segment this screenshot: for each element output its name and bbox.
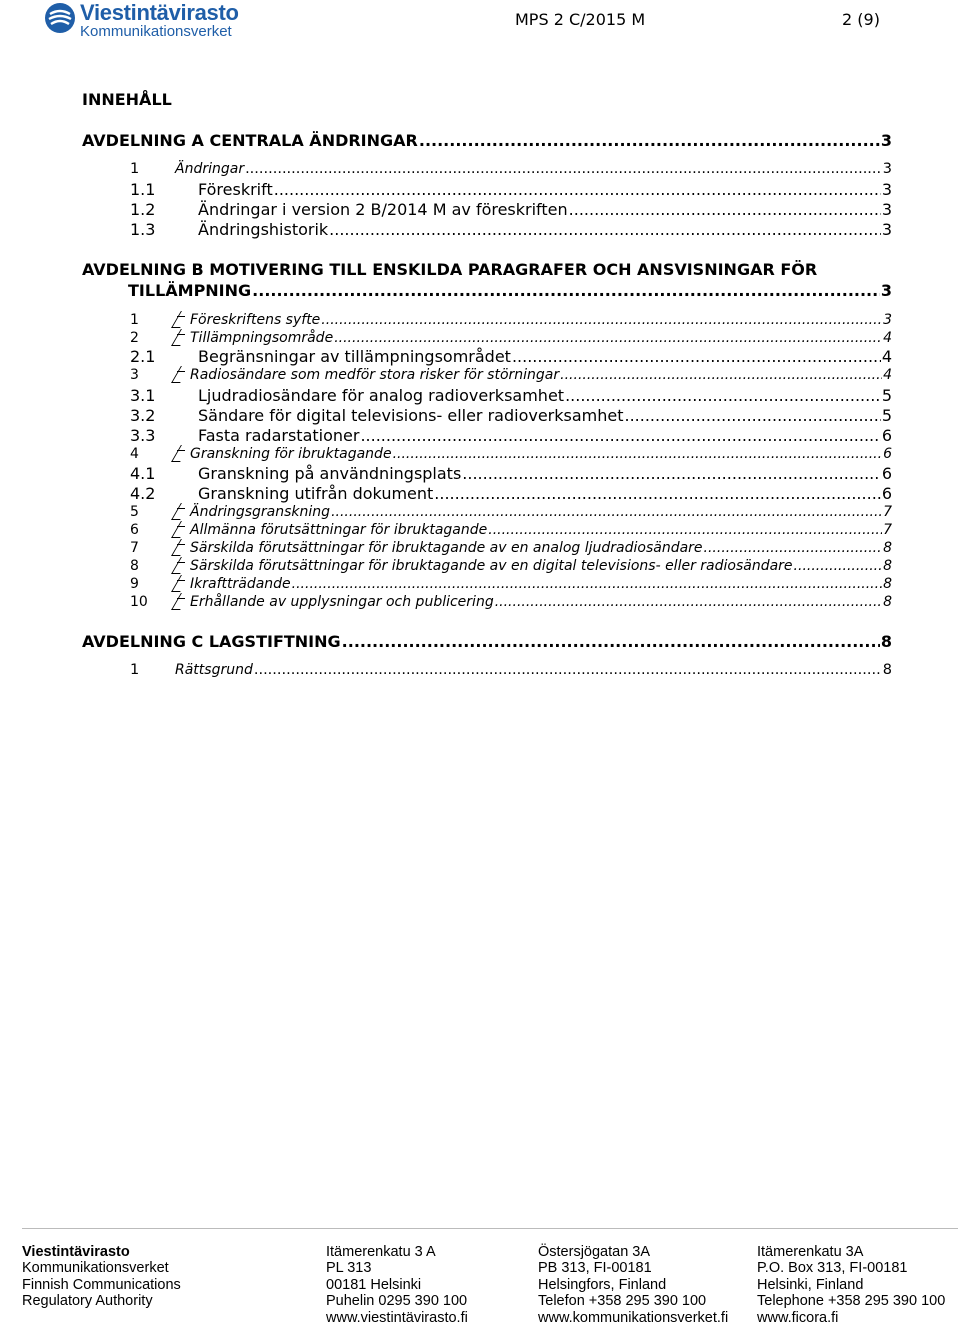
dot-leader <box>334 330 882 346</box>
toc-entry[interactable] <box>130 367 892 383</box>
toc-page: 3 <box>881 200 892 219</box>
toc-page: 3 <box>883 312 892 328</box>
toc-page: 4 <box>883 330 892 346</box>
toc-number: 4.1 <box>130 464 156 483</box>
toc-number: 4 <box>130 446 139 462</box>
footer-link[interactable]: www.viestintävirasto.fi <box>326 1309 468 1326</box>
toc-label: Föreskriftens syfte <box>176 312 320 328</box>
toc-page: 5 <box>881 386 892 405</box>
footer-line: Telephone +358 295 390 100 <box>757 1293 946 1310</box>
toc-number: 3.2 <box>130 406 156 425</box>
toc-entry[interactable] <box>130 220 892 239</box>
toc-entry[interactable] <box>130 594 892 610</box>
toc-page: 8 <box>882 662 892 678</box>
footer-address-fi <box>326 1244 468 1326</box>
toc-page: 6 <box>881 464 892 483</box>
toc-label: Fasta radarstationer <box>198 426 360 445</box>
toc-entry[interactable] <box>130 406 892 425</box>
logo-name-sv: Kommunikationsverket <box>80 23 232 40</box>
toc-number: 3.1 <box>130 386 156 405</box>
toc-label: Särskilda förutsättningar för ibruktagande av en digital televisions- eller radiosändare <box>176 558 793 574</box>
toc-number: 8 <box>130 558 139 574</box>
footer-line: Kommunikationsverket <box>22 1260 169 1277</box>
footer-line: Viestintävirasto <box>22 1244 130 1260</box>
toc-entry[interactable] <box>130 312 892 328</box>
dot-leader <box>292 576 882 592</box>
dot-leader <box>569 200 881 219</box>
footer-line: Itämerenkatu 3A <box>757 1244 864 1260</box>
toc-entry[interactable] <box>130 200 892 219</box>
toc-page: 7 <box>883 522 892 538</box>
toc-number: 5 <box>130 504 139 520</box>
toc-label: Granskning på användningsplats <box>198 464 462 483</box>
toc-label: Begränsningar av tillämpningsområdet <box>198 347 511 366</box>
dot-leader <box>704 540 883 556</box>
toc-entry[interactable] <box>130 464 892 483</box>
toc-number: 3 <box>130 367 139 383</box>
dot-leader <box>625 406 881 425</box>
toc-label: Ändringshistorik <box>198 220 329 239</box>
footer-line: PL 313 <box>326 1260 372 1277</box>
dot-leader <box>274 180 881 199</box>
dot-leader <box>329 220 881 239</box>
toc-label: Ikraftträdande <box>176 576 291 592</box>
toc-entry[interactable] <box>130 180 892 199</box>
toc-number: 1 <box>130 161 140 177</box>
toc-page: 8 <box>880 632 892 651</box>
toc-page: 6 <box>881 426 892 445</box>
toc-number: 1.3 <box>130 220 156 239</box>
footer-line: Östersjögatan 3A <box>538 1244 651 1260</box>
dot-leader <box>331 504 882 520</box>
toc-number: 1 <box>130 662 140 678</box>
toc-page: 6 <box>881 484 892 503</box>
toc-label: Föreskrift <box>198 180 273 199</box>
toc-section-b[interactable] <box>82 260 892 300</box>
dot-leader <box>488 522 882 538</box>
footer-line: Itämerenkatu 3 A <box>326 1244 436 1260</box>
footer-line: Helsingfors, Finland <box>538 1276 667 1293</box>
toc-section-label: AVDELNING A CENTRALA ÄNDRINGAR <box>82 131 418 150</box>
toc-number: 9 <box>130 576 139 592</box>
dot-leader <box>434 484 881 503</box>
toc-number: 1.1 <box>130 180 156 199</box>
dot-leader <box>495 594 882 610</box>
toc-page: 3 <box>880 131 892 150</box>
footer-line: Puhelin 0295 390 100 <box>326 1293 468 1310</box>
toc-number: 7 <box>130 540 139 556</box>
toc-section-a[interactable] <box>82 131 892 150</box>
toc-number: 1.2 <box>130 200 156 219</box>
footer-line: P.O. Box 313, FI-00181 <box>757 1260 908 1277</box>
toc-label: Ljudradiosändare för analog radioverksamhet <box>198 386 565 405</box>
toc-entry[interactable] <box>130 426 892 445</box>
document-id: MPS 2 C/2015 M <box>515 10 646 29</box>
footer-link[interactable]: www.kommunikationsverket.fi <box>538 1309 729 1326</box>
footer-line: PB 313, FI-00181 <box>538 1260 652 1277</box>
toc-page: 4 <box>883 367 892 383</box>
toc-number: 6 <box>130 522 139 538</box>
toc-entry[interactable] <box>130 576 892 592</box>
page-number: 2 (9) <box>842 10 880 29</box>
toc-entry[interactable] <box>130 161 892 177</box>
footer-line: 00181 Helsinki <box>326 1276 422 1293</box>
toc-page: 8 <box>883 576 892 592</box>
footer-agency-names <box>22 1244 181 1310</box>
dot-leader <box>245 161 882 177</box>
toc-entry[interactable] <box>130 330 892 346</box>
toc-entry[interactable] <box>130 522 892 538</box>
toc-number: 1 <box>130 312 139 328</box>
footer-line: Regulatory Authority <box>22 1293 153 1310</box>
dot-leader <box>342 632 880 651</box>
toc-label: Ändringar <box>175 161 245 177</box>
toc-page: 8 <box>883 558 892 574</box>
logo-name-fi: Viestintävirasto <box>80 0 239 25</box>
toc-label: Tillämpningsområde <box>176 330 333 346</box>
toc-label: Rättsgrund <box>175 662 253 678</box>
toc-label: Erhållande av upplysningar och publicering <box>176 594 494 610</box>
dot-leader <box>321 312 882 328</box>
footer-link[interactable]: www.ficora.fi <box>757 1309 839 1326</box>
toc-page: 4 <box>881 347 892 366</box>
toc-section-c[interactable] <box>82 632 892 651</box>
toc-page: 7 <box>883 504 892 520</box>
toc-page: 8 <box>883 540 892 556</box>
dot-leader <box>560 367 882 383</box>
toc-entry[interactable] <box>130 347 892 366</box>
toc-page: 3 <box>881 220 892 239</box>
footer-address-en <box>757 1244 945 1326</box>
footer-line: Telefon +358 295 390 100 <box>538 1293 707 1310</box>
toc-label: Radiosändare som medför stora risker för störningar <box>176 367 559 383</box>
toc-entry[interactable] <box>130 558 892 574</box>
dot-leader <box>393 446 883 462</box>
toc-entry[interactable] <box>130 386 892 405</box>
toc-page: 3 <box>880 281 892 300</box>
toc-page: 3 <box>882 161 892 177</box>
toc-label: Särskilda förutsättningar för ibruktagande av en analog ljudradiosändare <box>176 540 703 556</box>
footer-address-sv <box>538 1244 728 1326</box>
dot-leader <box>512 347 881 366</box>
toc-section-label: AVDELNING C LAGSTIFTNING <box>82 632 341 651</box>
toc-title: INNEHÅLL <box>82 90 172 109</box>
toc-label: Ändringsgranskning <box>176 504 330 520</box>
toc-page: 8 <box>883 594 892 610</box>
toc-entry[interactable] <box>130 662 892 678</box>
toc-label: Ändringar i version 2 B/2014 M av föreskriften <box>198 200 568 219</box>
footer-line: Helsinki, Finland <box>757 1276 864 1293</box>
toc-number: 2 <box>130 330 139 346</box>
toc-label: Granskning utifrån dokument <box>198 484 434 503</box>
toc-page: 3 <box>881 180 892 199</box>
footer-divider <box>22 1228 958 1229</box>
dot-leader <box>254 662 882 678</box>
toc-section-label: AVDELNING B MOTIVERING TILL ENSKILDA PARAGRAFER OCH ANSVISNINGAR FÖR <box>82 260 818 279</box>
dot-leader <box>419 131 880 150</box>
dot-leader <box>360 426 880 445</box>
toc-number: 10 <box>130 594 148 610</box>
toc-page: 5 <box>881 406 892 425</box>
toc-entry[interactable] <box>130 484 892 503</box>
toc-entry[interactable] <box>130 446 892 462</box>
toc-number: 4.2 <box>130 484 156 503</box>
toc-label: Allmänna förutsättningar för ibruktagande <box>176 522 487 538</box>
toc-entry[interactable] <box>130 540 892 556</box>
toc-section-label-cont: TILLÄMPNING <box>128 281 252 300</box>
toc-page: 6 <box>883 446 892 462</box>
toc-number: 3.3 <box>130 426 156 445</box>
dot-leader <box>462 464 881 483</box>
dot-leader <box>794 558 883 574</box>
agency-logo <box>44 2 284 42</box>
toc-label: Granskning för ibruktagande <box>176 446 392 462</box>
dot-leader <box>565 386 881 405</box>
logo-mark-icon <box>44 2 76 34</box>
toc-number: 2.1 <box>130 347 156 366</box>
footer-line: Finnish Communications <box>22 1276 181 1293</box>
toc-entry[interactable] <box>130 504 892 520</box>
dot-leader <box>252 281 880 300</box>
toc-label: Sändare för digital televisions- eller radioverksamhet <box>198 406 624 425</box>
